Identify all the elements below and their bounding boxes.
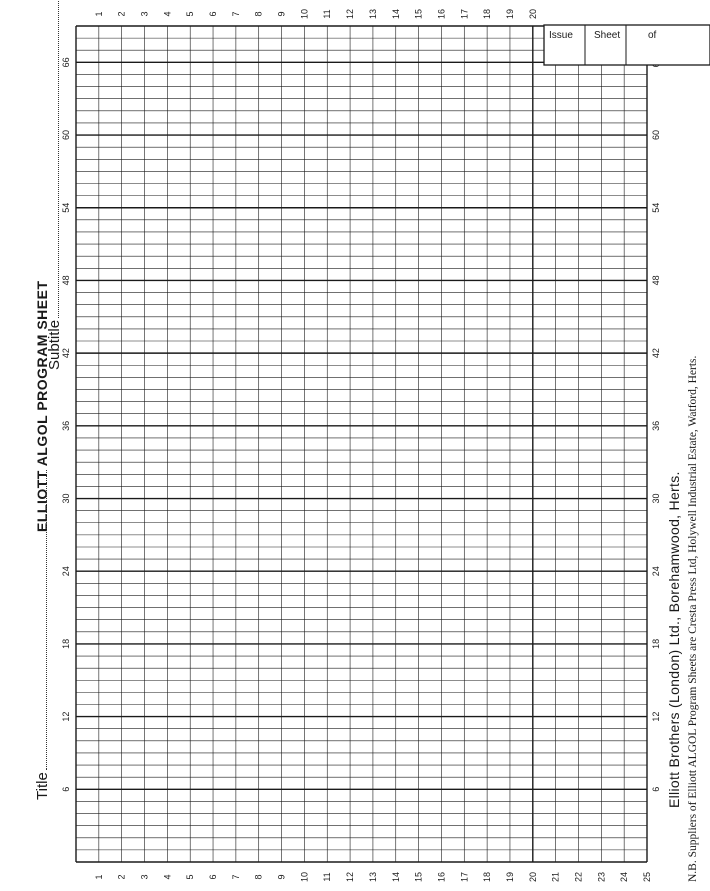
bottom-column-number: 18 <box>482 871 493 883</box>
right-row-marker: 18 <box>651 638 661 649</box>
issue-sheet-box <box>544 25 710 65</box>
right-row-marker: 24 <box>651 566 661 577</box>
top-column-number: 2 <box>116 11 127 17</box>
top-column-number: 1 <box>93 11 104 17</box>
top-column-number: 12 <box>345 8 356 20</box>
top-column-number: 3 <box>139 11 150 17</box>
right-row-marker: 54 <box>651 202 661 213</box>
bottom-column-number: 9 <box>276 874 287 880</box>
right-row-markers <box>651 57 661 791</box>
right-row-marker: 48 <box>651 275 661 286</box>
top-column-number: 18 <box>482 8 493 20</box>
bottom-column-number: 4 <box>162 874 173 880</box>
issue-label: Issue <box>549 30 573 41</box>
bottom-column-number: 22 <box>573 871 584 883</box>
top-column-number: 13 <box>367 8 378 20</box>
bottom-column-number: 23 <box>596 871 607 883</box>
left-row-marker: 24 <box>61 566 71 577</box>
right-row-marker: 12 <box>651 711 661 722</box>
bottom-column-number: 20 <box>527 871 538 883</box>
bottom-column-number: 13 <box>367 871 378 883</box>
top-column-number: 20 <box>527 8 538 20</box>
bottom-column-number: 2 <box>116 874 127 880</box>
top-column-labels <box>94 9 538 19</box>
company-imprint: Elliott Brothers (London) Ltd., Borehamwood, Herts. <box>666 471 682 808</box>
left-row-marker: 12 <box>61 711 71 722</box>
bottom-column-number: 6 <box>208 874 219 880</box>
subtitle-label: Subtitle <box>46 319 63 370</box>
bottom-column-number: 24 <box>619 871 630 883</box>
right-row-marker: 30 <box>651 493 661 504</box>
bottom-column-number: 10 <box>299 871 310 883</box>
left-row-marker: 60 <box>61 130 71 141</box>
bottom-column-labels <box>94 872 652 882</box>
left-row-marker: 48 <box>61 275 71 286</box>
top-column-number: 7 <box>230 11 241 17</box>
top-column-number: 10 <box>299 8 310 20</box>
left-row-marker: 18 <box>61 638 71 649</box>
right-row-marker: 60 <box>651 130 661 141</box>
top-column-number: 8 <box>253 11 264 17</box>
top-column-number: 6 <box>208 11 219 17</box>
bottom-column-number: 14 <box>390 871 401 883</box>
sheet-heading: ELLIOTT ALGOL PROGRAM SHEET <box>34 280 50 532</box>
bottom-column-number: 7 <box>230 874 241 880</box>
supplier-note: N.B. Suppliers of Elliott ALGOL Program Sheets are Cresta Press Ltd, Holywell Industrial Estate, Watford, Herts. <box>687 355 699 882</box>
of-label: of <box>648 30 657 41</box>
bottom-column-number: 25 <box>642 871 652 883</box>
top-column-number: 9 <box>276 11 287 17</box>
bottom-column-number: 12 <box>345 871 356 883</box>
top-column-number: 17 <box>459 8 470 20</box>
bottom-column-number: 11 <box>322 872 333 882</box>
top-column-number: 4 <box>162 11 173 17</box>
sheet-label: Sheet <box>594 30 621 41</box>
bottom-column-number: 17 <box>459 871 470 883</box>
top-column-number: 14 <box>390 8 401 20</box>
left-row-markers <box>61 57 71 791</box>
right-row-marker: 42 <box>651 348 661 359</box>
left-row-marker: 6 <box>61 786 71 792</box>
bottom-column-number: 21 <box>550 871 561 883</box>
bottom-column-number: 8 <box>253 874 264 880</box>
left-row-marker: 36 <box>61 420 71 431</box>
top-column-number: 15 <box>413 8 424 20</box>
top-column-number: 19 <box>504 8 515 20</box>
top-column-number: 5 <box>185 11 196 17</box>
top-column-number: 11 <box>322 9 333 19</box>
bottom-column-number: 1 <box>93 874 104 880</box>
bottom-column-number: 16 <box>436 871 447 883</box>
bottom-column-number: 5 <box>185 874 196 880</box>
left-row-marker: 42 <box>61 348 71 359</box>
grid-lines <box>76 26 647 862</box>
left-row-marker: 66 <box>61 57 71 68</box>
right-row-marker: 36 <box>651 420 661 431</box>
title-label: Title <box>34 772 51 800</box>
left-row-marker: 54 <box>61 202 71 213</box>
left-row-marker: 30 <box>61 493 71 504</box>
right-row-marker: 6 <box>651 786 661 792</box>
bottom-column-number: 3 <box>139 874 150 880</box>
bottom-column-number: 19 <box>504 871 515 883</box>
bottom-column-number: 15 <box>413 871 424 883</box>
top-column-number: 16 <box>436 8 447 20</box>
